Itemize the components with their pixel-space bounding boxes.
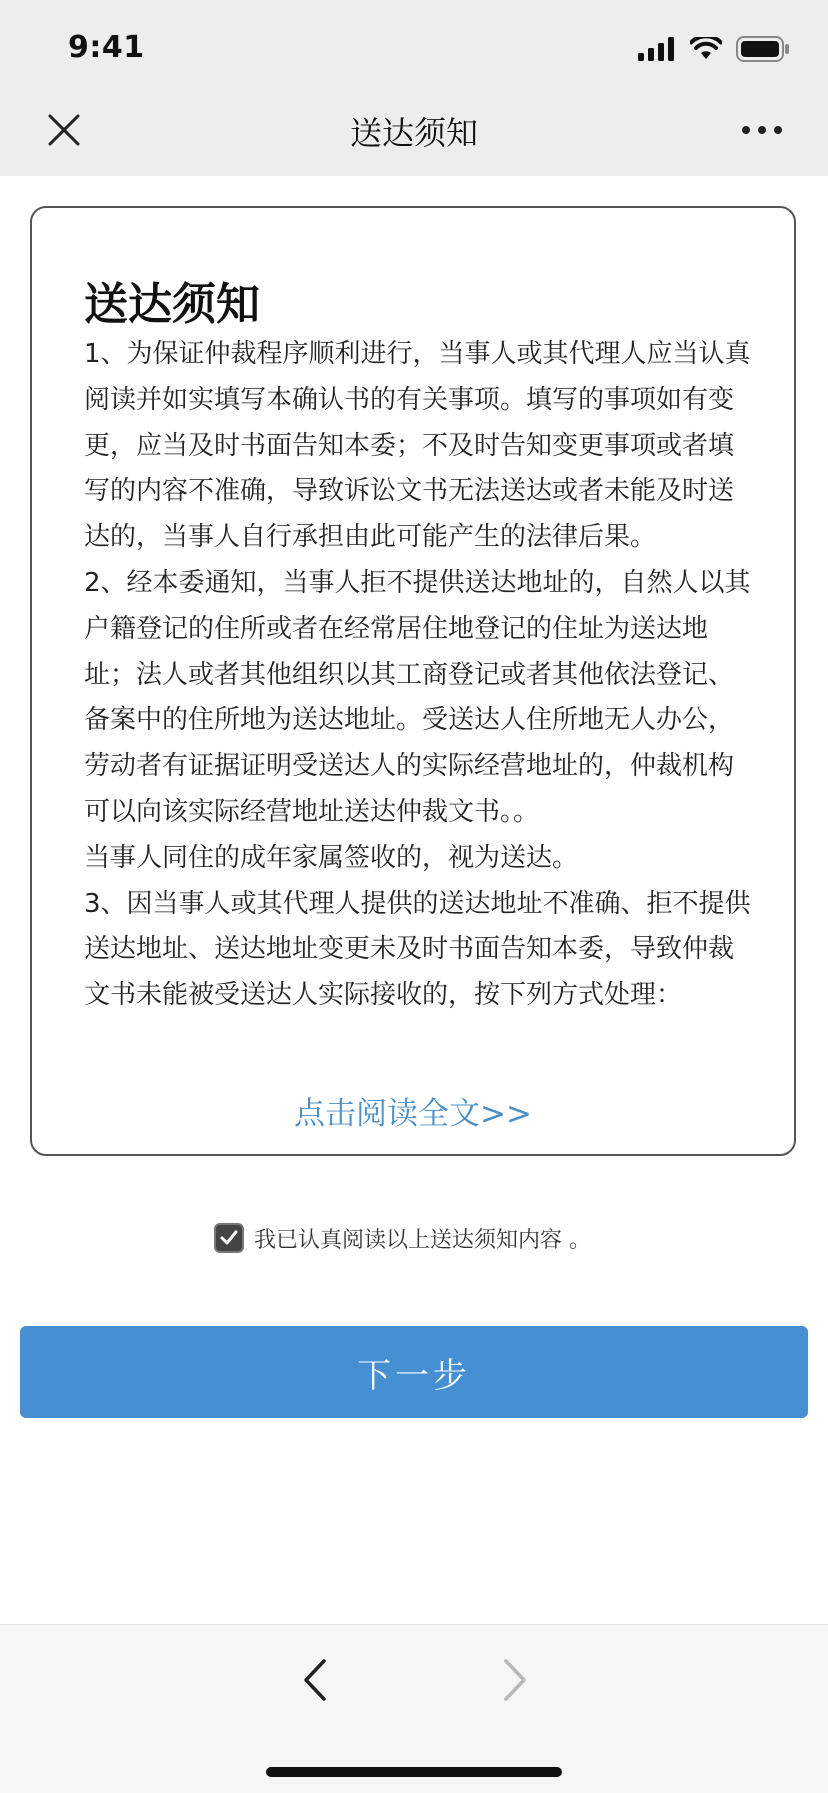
next-step-button[interactable]: 下一步	[20, 1326, 808, 1418]
forward-arrow-icon[interactable]	[498, 1655, 532, 1705]
notice-text	[84, 332, 754, 1062]
notice-paragraph: 2、经本委通知，当事人拒不提供送达地址的，自然人以其户籍登记的住所或者在经常居住地登记的住址为送达地址；法人或者其他组织以其工商登记或者其他依法登记、备案中的住所地为送达地址。受送达人住所地无人办公，劳动者有证据证明受送达人的实际经营地址的，仲裁机构可以向该实际经营地址送达仲裁文书。。	[84, 567, 751, 827]
battery-icon	[736, 36, 790, 62]
read-full-text-link[interactable]: 点击阅读全文>>	[294, 1096, 532, 1132]
agreement-label: 我已认真阅读以上送达须知内容 。	[254, 1227, 591, 1253]
wifi-icon	[690, 37, 722, 61]
checkmark-icon	[219, 1228, 239, 1248]
notice-paragraph: 3、因当事人或其代理人提供的送达地址不准确、拒不提供送达地址、送达地址变更未及时书面告知本委，导致仲裁文书未能被受送达人实际接收的，按下列方式处理：	[84, 888, 751, 1011]
agreement-checkbox[interactable]	[214, 1223, 244, 1253]
agreement-row[interactable]	[214, 1220, 591, 1256]
signal-icon	[638, 37, 676, 61]
card-title: 送达须知	[84, 279, 260, 330]
top-bar	[0, 0, 828, 176]
status-icons	[638, 36, 790, 62]
bottom-toolbar	[0, 1624, 828, 1793]
more-icon[interactable]	[740, 124, 784, 136]
notice-paragraph: 当事人同住的成年家属签收的，视为送达。	[84, 842, 579, 873]
home-indicator	[266, 1767, 562, 1777]
back-arrow-icon[interactable]	[298, 1655, 332, 1705]
notice-paragraph: 1、为保证仲裁程序顺利进行，当事人或其代理人应当认真阅读并如实填写本确认书的有关事项。填写的事项如有变更，应当及时书面告知本委；不及时告知变更事项或者填写的内容不准确，导致诉讼文书无法送达或者未能及时送达的，当事人自行承担由此可能产生的法律后果。	[84, 339, 751, 553]
status-time: 9:41	[68, 30, 145, 65]
notice-card	[30, 206, 796, 1156]
nav-title: 送达须知	[349, 114, 478, 152]
